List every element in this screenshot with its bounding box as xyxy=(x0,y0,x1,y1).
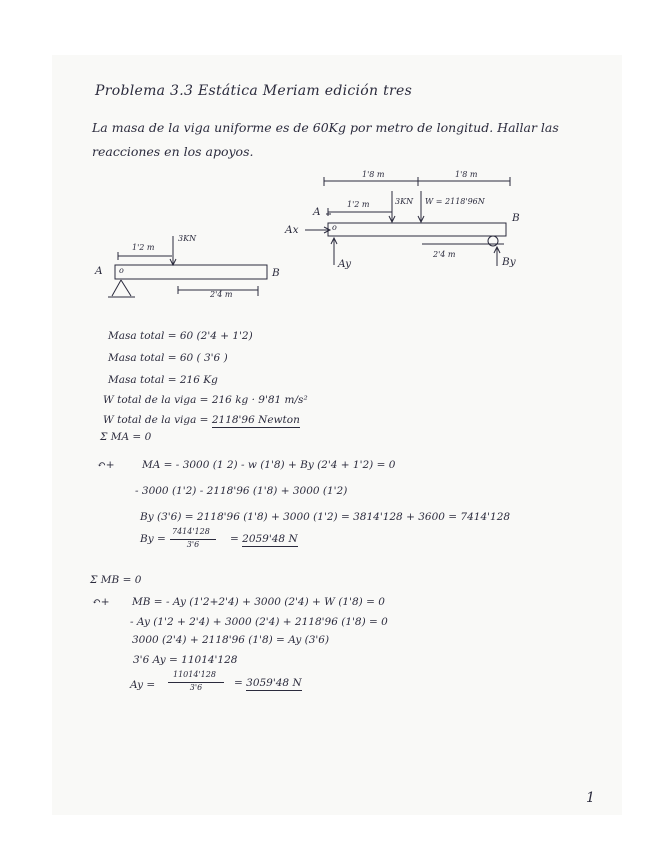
left-load-arrow xyxy=(170,236,176,265)
right-dim-24: 2'4 m xyxy=(433,250,456,259)
ay-result: = 3059'48 N xyxy=(234,677,302,689)
ay-equals: Ay = xyxy=(130,679,156,691)
problem-statement: La masa de la viga uniforme es de 60Kg por metro de longitud. Hallar las reacciones en los apoyos. xyxy=(92,120,559,159)
left-pin-support xyxy=(108,280,135,297)
by-arrow xyxy=(494,247,500,266)
by-result: = 2059'48 N xyxy=(230,533,298,545)
right-dim-18-right: 1'8 m xyxy=(455,170,478,179)
moment-b-line-3: 3000 (2'4) + 2118'96 (1'8) = Ay (3'6) xyxy=(132,634,330,646)
sum-mb: Σ MB = 0 xyxy=(90,574,142,586)
moment-a-line-3: By (3'6) = 2118'96 (1'8) + 3000 (1'2) = 3814'128 + 3600 = 7414'128 xyxy=(140,511,511,523)
mass-line-5 xyxy=(103,414,300,426)
mass-line-4: W total de la viga = 216 kg · 9'81 m/s² xyxy=(103,394,308,406)
left-label-a: A xyxy=(95,265,103,277)
ay-denominator: 3'6 xyxy=(168,682,224,692)
left-label-b: B xyxy=(272,267,280,279)
left-dim-line-12 xyxy=(118,252,172,260)
left-load-label: 3KN xyxy=(178,234,197,243)
moment-b-line-4: 3'6 Ay = 11014'128 xyxy=(133,654,238,666)
left-beam xyxy=(115,265,267,279)
left-dim-12: 1'2 m xyxy=(132,243,155,252)
weight-label: W = 2118'96N xyxy=(425,197,485,206)
page-number: 1 xyxy=(586,790,595,806)
sum-ma: Σ MA = 0 xyxy=(100,431,152,443)
right-beam xyxy=(328,223,506,236)
mass-line-2: Masa total = 60 ( 3'6 ) xyxy=(108,352,228,364)
ax-label: Ax xyxy=(285,224,299,236)
right-load-label: 3KN xyxy=(395,197,414,206)
weight-result: 2118'96 Newton xyxy=(211,414,300,426)
moment-b-line-2: - Ay (1'2 + 2'4) + 3000 (2'4) + 2118'96 (1'8) = 0 xyxy=(130,616,388,628)
ay-arrow xyxy=(331,238,337,265)
left-dim-24: 2'4 m xyxy=(210,290,233,299)
moment-b-symbol: ↶+ xyxy=(92,596,110,608)
moment-a-symbol: ↶+ xyxy=(97,459,115,471)
ay-result-value: 3059'48 N xyxy=(246,677,302,689)
mass-line-3: Masa total = 216 Kg xyxy=(108,374,218,386)
ay-label: Ay xyxy=(338,258,352,270)
right-label-a: A xyxy=(313,206,321,218)
ax-arrow xyxy=(305,227,330,233)
right-dim-18-left: 1'8 m xyxy=(362,170,385,179)
left-origin: o xyxy=(119,266,124,275)
moment-a-line-2: - 3000 (1'2) - 2118'96 (1'8) + 3000 (1'2) xyxy=(135,485,348,497)
moment-a-line-1: MA = - 3000 (1 2) - w (1'8) + By (2'4 + 1'2) = 0 xyxy=(142,459,396,471)
by-numerator: 7414'128 xyxy=(172,527,210,536)
right-dim-line-18 xyxy=(324,177,510,186)
right-label-b: B xyxy=(512,212,520,224)
right-origin: o xyxy=(332,223,337,232)
right-dim-12: 1'2 m xyxy=(347,200,370,209)
ay-numerator: 11014'128 xyxy=(173,670,216,679)
by-denominator: 3'6 xyxy=(170,539,216,549)
problem-title: Problema 3.3 Estática Meriam edición tres xyxy=(95,83,413,99)
right-dim-line-12 xyxy=(328,208,392,216)
weight-arrow xyxy=(418,191,424,222)
by-equals: By = xyxy=(140,533,166,545)
right-load-arrow xyxy=(389,191,395,222)
moment-b-line-1: MB = - Ay (1'2+2'4) + 3000 (2'4) + W (1'8) = 0 xyxy=(132,596,385,608)
weight-prefix: W total de la viga = xyxy=(103,414,209,426)
by-label: By xyxy=(502,256,516,268)
by-result-value: 2059'48 N xyxy=(242,533,298,545)
mass-line-1: Masa total = 60 (2'4 + 1'2) xyxy=(108,330,253,342)
